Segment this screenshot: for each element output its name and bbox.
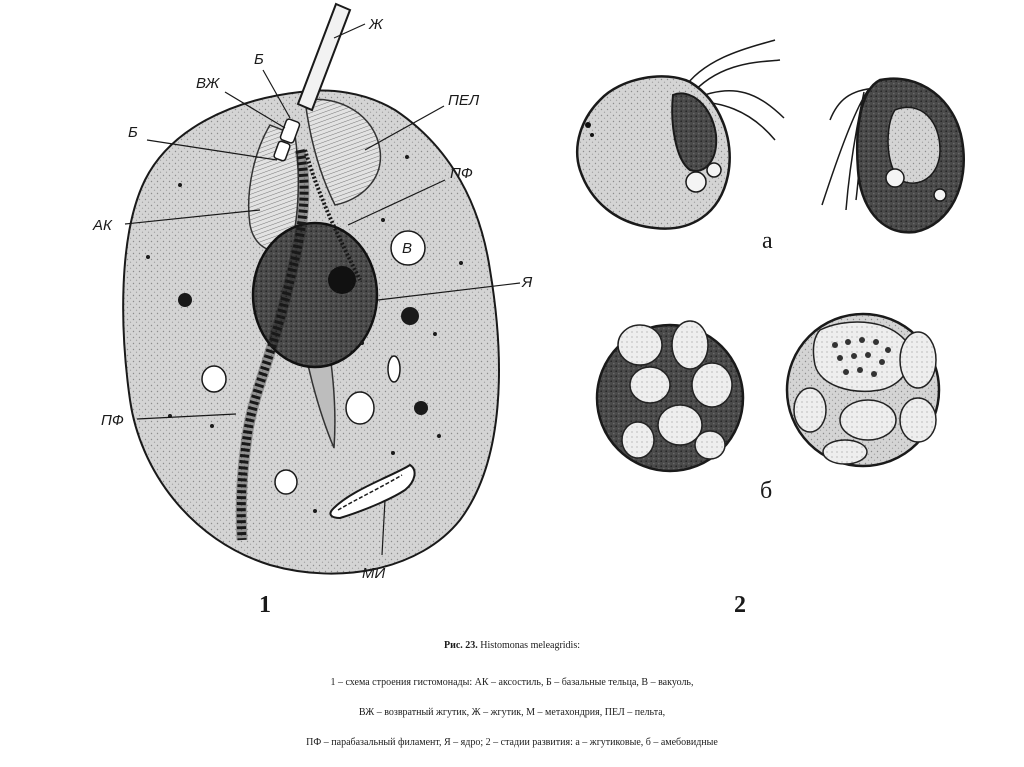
granule bbox=[414, 401, 428, 415]
label-ak: АК bbox=[93, 217, 112, 234]
label-mi: МИ bbox=[362, 565, 386, 582]
figure-caption-title bbox=[0, 640, 1024, 651]
stage-a-label: а bbox=[762, 228, 773, 254]
amoeboid-cell-2 bbox=[787, 314, 939, 466]
stages-diagram bbox=[577, 40, 964, 618]
label-zh: Ж bbox=[369, 16, 383, 33]
vacuole bbox=[202, 366, 226, 392]
part-1-number: 1 bbox=[259, 592, 271, 618]
stage-b-label: б bbox=[760, 478, 773, 504]
vacuole bbox=[346, 392, 374, 424]
label-vzh: ВЖ bbox=[196, 75, 220, 92]
label-b-top: Б bbox=[254, 51, 264, 68]
caption-line-2: ВЖ – возвратный жгутик, Ж – жгутик, М – метахондрия, ПЕЛ – пельта, bbox=[358, 707, 666, 718]
vacuole bbox=[275, 470, 297, 494]
caption-title-rest: Histomonas meleagridis: bbox=[477, 640, 581, 651]
nucleolus bbox=[328, 266, 356, 294]
caption-line-1: 1 – схема строения гистомонады: АК – аксостиль, Б – базальные тельца, В – вакуоль, bbox=[330, 677, 694, 688]
granule bbox=[401, 307, 419, 325]
flagellate-cell-2 bbox=[822, 79, 964, 233]
label-v: В bbox=[402, 240, 413, 257]
label-pel: ПЕЛ bbox=[448, 92, 480, 109]
granule bbox=[178, 293, 192, 307]
part-2-number: 2 bbox=[734, 592, 746, 618]
caption-line-3: ПФ – парабазальный филамент, Я – ядро; 2 – стадии развития: а – жгутиковые, б – амебовидные bbox=[306, 737, 718, 748]
amoeboid-cell-1 bbox=[597, 321, 743, 471]
label-b-left: Б bbox=[128, 124, 138, 141]
flagellate-cell-1 bbox=[577, 40, 784, 229]
label-ya: Я bbox=[522, 274, 533, 291]
label-pf-left: ПФ bbox=[101, 412, 124, 429]
vacuole bbox=[388, 356, 400, 382]
cell-diagram bbox=[92, 4, 533, 618]
label-pf-right: ПФ bbox=[450, 165, 473, 182]
caption-title-bold: Рис. 23. bbox=[443, 640, 478, 651]
